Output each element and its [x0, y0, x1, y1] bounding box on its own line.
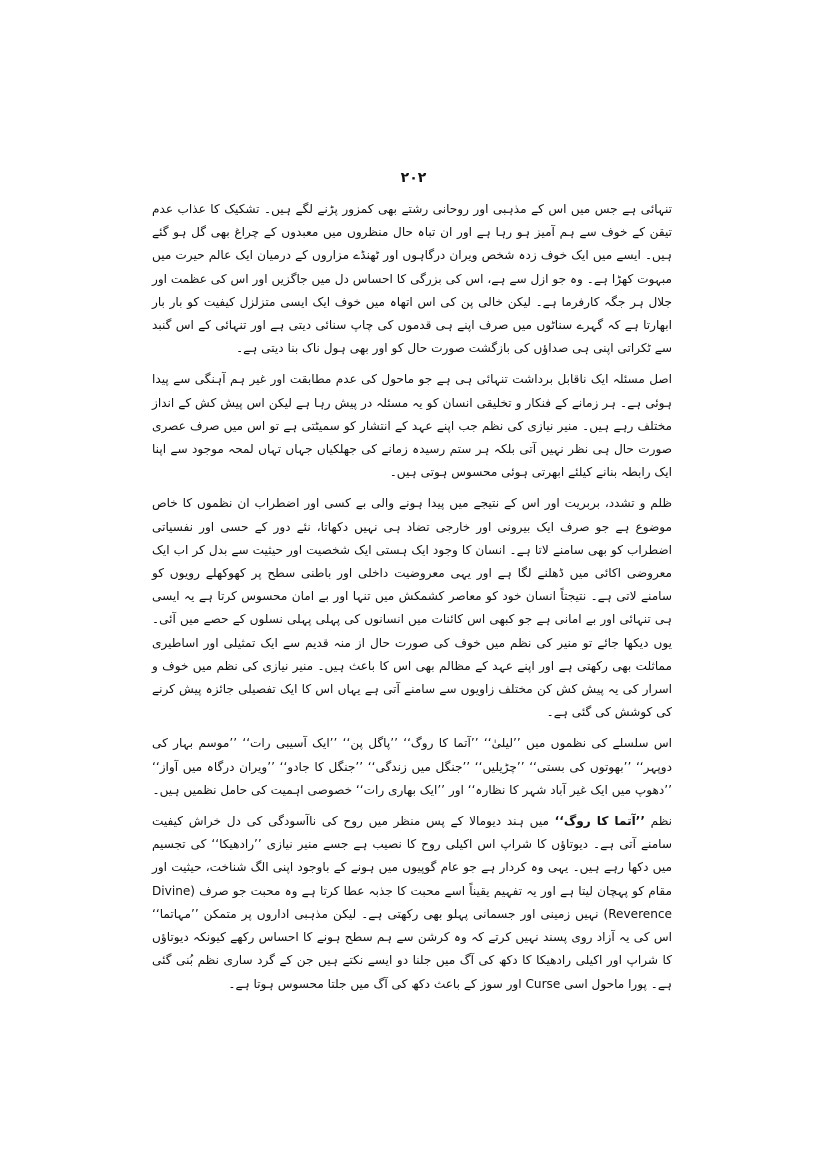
page-number: ۲۰۲	[400, 170, 427, 186]
text-run: اصل مسئلہ ایک ناقابل برداشت تنہائی ہی ہے جو ماحول کی عدم مطابقت اور غیر ہم آہنگی سے پیدا ہوئی ہے۔ ہر زمانے کے فنکار و تخلیقی انسان کو یہ مسئلہ در پیش رہا ہے لیکن اس پیش کش کے انداز مختلف رہے ہیں۔ منیر نیازی کی نظم جب اپنے عہد کے انتشار کو سمیٹتی ہے تو اس میں صرف عصری صورت حال ہی نظر نہیں آتی بلکہ ہر ستم رسیدہ زمانے کی جھلکیاں جہاں تہاں لمحہ موجود سے اپنا ایک رابطہ بنانے کیلئے ابھرتی ہوئی محسوس ہوتی ہیں۔	[152, 372, 672, 480]
text-run: تنہائی ہے جس میں اس کے مذہبی اور روحانی رشتے بھی کمزور پڑنے لگے ہیں۔ تشکیک کا عذاب عدم تیقن کے خوف سے ہم آمیز ہو رہا ہے اور ان تباہ حال منظروں میں معبدوں کے چراغ بھی گل ہو گئے ہیں۔ ایسے میں ایک خوف زدہ شخص ویران درگاہوں اور ٹھنڈے مزاروں کے درمیان ایک عالم حیرت میں مبہوت کھڑا ہے۔ وہ جو ازل سے ہے، اس کی بزرگی کا احساس دل میں جاگزیں اور اس کی عظمت اور جلال ہر جگہ کارفرما ہے۔ لیکن خالی پن کی اس اتھاہ میں خوف ایک ایسی متزلزل کیفیت کو بار بار ابھارتا ہے کہ گہرے سناٹوں میں صرف اپنے ہی قدموں کی چاپ سنائی دیتی ہے اور تنہائی کے اس گنبد سے ٹکراتی اپنی ہی صداؤں کی بازگشت صورت حال کو اور بھی ہول ناک بنا دیتی ہے۔	[152, 202, 672, 356]
text-run: نظم	[644, 814, 672, 829]
paragraph	[152, 368, 672, 484]
text-run: ظلم و تشدد، بربریت اور اس کے نتیجے میں پیدا ہونے والی بے کسی اور اضطراب ان نظموں کا خاص موضوع ہے جو صرف ایک بیرونی اور خارجی تضاد ہی نہیں دکھاتا، نئے دور کے حسی اور نفسیاتی اضطراب کو بھی سامنے لاتا ہے۔ انسان کا وجود ایک ہستی ایک شخصیت اور حیثیت سے بدل کر اب ایک معروضی اکائی میں ڈھلنے لگا ہے اور یہی معروضیت داخلی اور باطنی سطح پر کھوکھلے رویوں کو سامنے لاتی ہے۔ نتیجتاً انسان خود کو معاصر کشمکش میں تنہا اور بے امان محسوس کرتا ہے یہ ایسی ہی تنہائی اور بے امانی ہے جو کبھی اس کائنات میں انسانوں کی پہلی پہلی نسلوں کے حصے میں آئی۔ یوں دیکھا جائے تو منیر کی نظم میں خوف کی صورت حال از منہ قدیم سے ایک تمثیلی اور اساطیری مماثلت بھی رکھتی ہے اور اپنے عہد کے مظالم بھی اس کا باعث ہیں۔ منیر نیازی کی نظم میں خوف و اسرار کی یہ پیش کش کن مختلف زاویوں سے سامنے آتی ہے یہاں اس کا ایک تفصیلی جائزہ پیش کرنے کی کوشش کی گئی ہے۔	[152, 496, 672, 720]
emphasized-text: ’’آتما کا روگ‘‘	[554, 814, 645, 829]
paragraph	[152, 198, 672, 360]
paragraph	[152, 810, 672, 996]
text-run: اس سلسلے کی نظموں میں ’’لیلیٰ‘‘ ’’آتما کا روگ‘‘ ’’پاگل پن‘‘ ’’ایک آسیبی رات‘‘ ’’موسم بہار کی دوپہر‘‘ ’’بھوتوں کی بستی‘‘ ’’چڑیلیں‘‘ ’’جنگل میں زندگی‘‘ ’’جنگل کا جادو‘‘ ’’ویران درگاہ میں آواز‘‘ ’’دھوپ میں ایک غیر آباد شہر کا نظارہ‘‘ اور ’’ایک بھاری رات‘‘ خصوصی اہمیت کی حامل نظمیں ہیں۔	[152, 736, 672, 797]
paragraph	[152, 492, 672, 724]
body-text	[152, 198, 672, 996]
text-run: میں ہند دیومالا کے پس منظر میں روح کی ناآسودگی کی دل خراش کیفیت سامنے آتی ہے۔ دیوتاؤں کا شراپ اس اکیلی روح کا نصیب ہے جسے منیر نیازی ’’رادھیکا‘‘ کی تجسیم میں دکھا رہے ہیں۔ یہی وہ کردار ہے جو عام گوپیوں میں ہونے کے باوجود اپنی الگ شناخت، حیثیت اور مقام کو پہچان لیتا ہے اور یہ تفہیم یقیناً اسے محبت کا جذبہ عطا کرتا ہے وہ محبت جو صرف (Divine Reverence) نہیں زمینی اور جسمانی پہلو بھی رکھتی ہے۔ لیکن مذہبی اداروں پر متمکن ’’مہاتما‘‘ اس کی یہ آزاد روی پسند نہیں کرتے کہ وہ کرشن سے ہم سطح ہونے کا احساس رکھے کیونکہ دیوتاؤں کا شراپ اور اکیلی رادھیکا کا دکھ کی آگ میں جلنا دو ایسے نکتے ہیں جن کے گرد ساری نظم بُنی گئی ہے۔ پورا ماحول اسی Curse اور سوز کے باعث دکھ کی آگ میں جلتا محسوس ہوتا ہے۔	[152, 814, 672, 991]
paragraph	[152, 732, 672, 802]
